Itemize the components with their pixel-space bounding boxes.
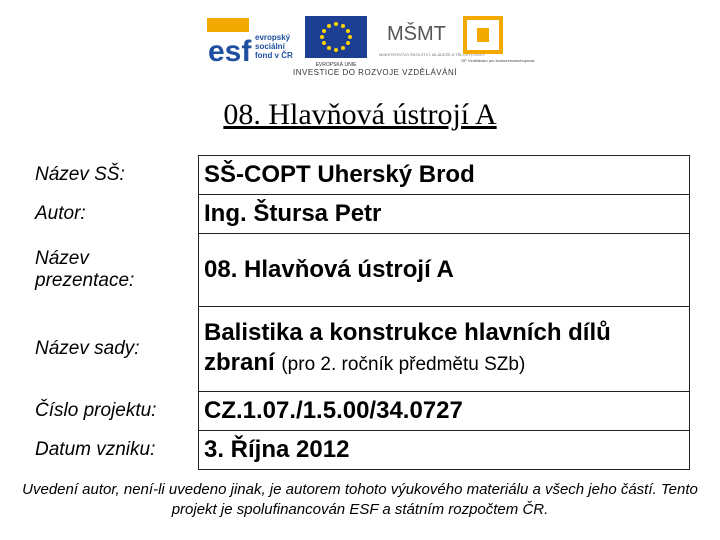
table-row (30, 431, 690, 470)
label-author: Autor: (35, 203, 86, 224)
table-row (30, 156, 690, 195)
table-row (30, 234, 690, 307)
label-set: Název sady: (35, 338, 140, 359)
eu-caption: EVROPSKÁ UNIE (315, 62, 357, 68)
value-set (199, 307, 690, 392)
value-date: 3. Října 2012 (199, 431, 690, 470)
op-vk-logo (461, 16, 535, 68)
esf-line-2: sociální (255, 42, 285, 51)
table-row (30, 307, 690, 392)
eu-flag-logo (305, 16, 367, 62)
msmt-logo-text: MŠMT (387, 23, 446, 45)
op-caption: OP Vzdělávání pro konkurenceschopnost (461, 58, 535, 63)
label-presentation: Název prezentace: (35, 248, 135, 291)
value-set-main: Balistika a konstrukce hlavních dílů zbraní (204, 319, 611, 376)
esf-logo (205, 16, 295, 68)
footer-note: Uvedení autor, není-li uvedeno jinak, je autorem tohoto výukového materiálu a všech jeho částí. Tento projekt je spolufinancován ESF a státním rozpočtem ČR. (22, 481, 698, 518)
table-row (30, 392, 690, 431)
label-project-number: Číslo projektu: (35, 400, 157, 421)
esf-line-3: fond v ČR (255, 51, 293, 60)
value-set-note: (pro 2. ročník předmětu SZb) (281, 354, 526, 375)
project-info-table (30, 155, 690, 470)
esf-line-1: evropský (255, 33, 291, 42)
msmt-logo (377, 12, 486, 68)
value-author: Ing. Štursa Petr (199, 195, 690, 234)
page-title: 08. Hlavňová ústrojí A (223, 98, 497, 131)
label-date: Datum vzniku: (35, 439, 156, 460)
value-school: SŠ-COPT Uherský Brod (199, 156, 690, 195)
invest-tagline: INVESTICE DO ROZVOJE VZDĚLÁVÁNÍ (293, 68, 457, 77)
msmt-caption: MINISTERSTVO ŠKOLSTVÍ, MLÁDEŽE A TĚLOVÝCHOVY (379, 52, 486, 57)
table-row (30, 195, 690, 234)
esf-logo-text: esf (208, 35, 252, 68)
value-project-number: CZ.1.07./1.5.00/34.0727 (199, 392, 690, 431)
label-school: Název SŠ: (35, 164, 125, 185)
logo-strip (205, 12, 535, 84)
value-presentation: 08. Hlavňová ústrojí A (199, 234, 690, 307)
